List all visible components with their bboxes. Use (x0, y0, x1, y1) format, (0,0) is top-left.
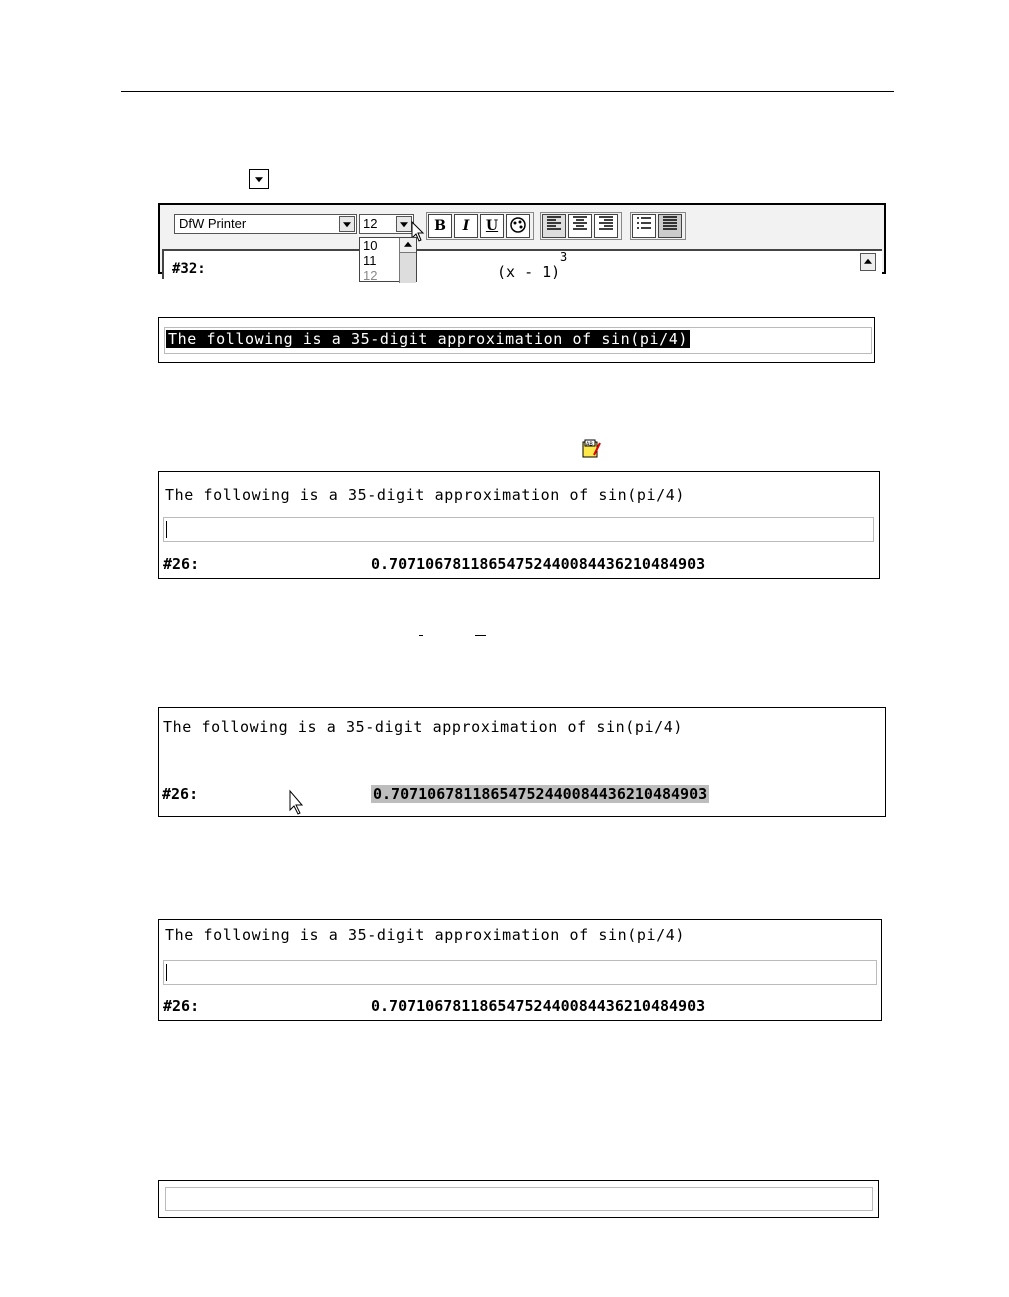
svg-text:AB: AB (586, 441, 593, 448)
header-rule (121, 91, 894, 92)
doc-superscript: 3 (560, 250, 568, 264)
palette-icon (508, 215, 528, 235)
result-label: #26: (163, 997, 200, 1015)
doc-expression: (x - 1) (497, 263, 561, 281)
text-caret (166, 964, 167, 981)
empty-text-line[interactable] (165, 1187, 873, 1211)
bold-button[interactable]: B (428, 214, 452, 238)
new-text-line[interactable] (163, 960, 877, 985)
align-left-icon (546, 215, 562, 231)
comment-text: The following is a 35-digit approximation of sin(pi/4) (165, 926, 686, 944)
worksheet-box-3 (158, 707, 886, 817)
dropdown-arrow-icon (249, 169, 269, 189)
scroll-up-button[interactable] (860, 253, 876, 271)
size-option-12[interactable]: 12 (363, 268, 378, 283)
result-value: 0.70710678118654752440084436210484903 (371, 555, 706, 573)
font-dropdown-button[interactable] (339, 216, 355, 232)
align-center-icon (572, 215, 588, 231)
justify-button[interactable] (658, 214, 682, 238)
bullet-list-button[interactable] (632, 214, 656, 238)
italic-button[interactable]: I (454, 214, 478, 238)
insert-text-object-icon (582, 439, 602, 459)
size-option-11[interactable]: 11 (363, 253, 377, 268)
font-size-dropdown-list (359, 237, 417, 282)
text-caret (166, 521, 167, 538)
doc-expression-label: #32: (172, 261, 206, 277)
result-value: 0.70710678118654752440084436210484903 (371, 997, 706, 1015)
font-size-value: 12 (363, 216, 378, 231)
comment-line[interactable] (164, 327, 872, 354)
formatting-toolbar (158, 203, 886, 283)
underline-button[interactable]: U (480, 214, 504, 238)
worksheet-box-5 (158, 1180, 879, 1218)
font-name-select[interactable] (174, 214, 357, 234)
size-dropdown-button[interactable] (396, 216, 412, 232)
result-value-selected[interactable]: 0.70710678118654752440084436210484903 (373, 785, 708, 803)
align-center-button[interactable] (568, 214, 592, 238)
font-color-button[interactable] (506, 214, 530, 238)
result-label: #26: (163, 555, 200, 573)
font-name-value: DfW Printer (179, 216, 247, 231)
justify-icon (662, 215, 678, 231)
font-size-select[interactable] (359, 214, 414, 234)
document-area (162, 249, 882, 279)
text-mark (475, 635, 486, 636)
align-left-button[interactable] (542, 214, 566, 238)
new-text-line[interactable] (163, 517, 874, 542)
result-label: #26: (162, 785, 199, 803)
dropdown-scrollbar[interactable] (399, 238, 416, 283)
size-option-10[interactable]: 10 (363, 238, 378, 253)
selected-comment-text: The following is a 35-digit approximation of sin(pi/4) (168, 330, 689, 348)
text-mark (419, 635, 423, 636)
worksheet-box-4 (158, 919, 882, 1021)
align-right-button[interactable] (594, 214, 618, 238)
arrow-cursor-icon (289, 790, 305, 816)
comment-text: The following is a 35-digit approximation of sin(pi/4) (163, 718, 684, 736)
align-right-icon (598, 215, 614, 231)
bullet-list-icon (636, 215, 652, 231)
comment-text: The following is a 35-digit approximation of sin(pi/4) (165, 486, 686, 504)
worksheet-box-2 (158, 471, 880, 579)
comment-selected-box (158, 317, 875, 363)
